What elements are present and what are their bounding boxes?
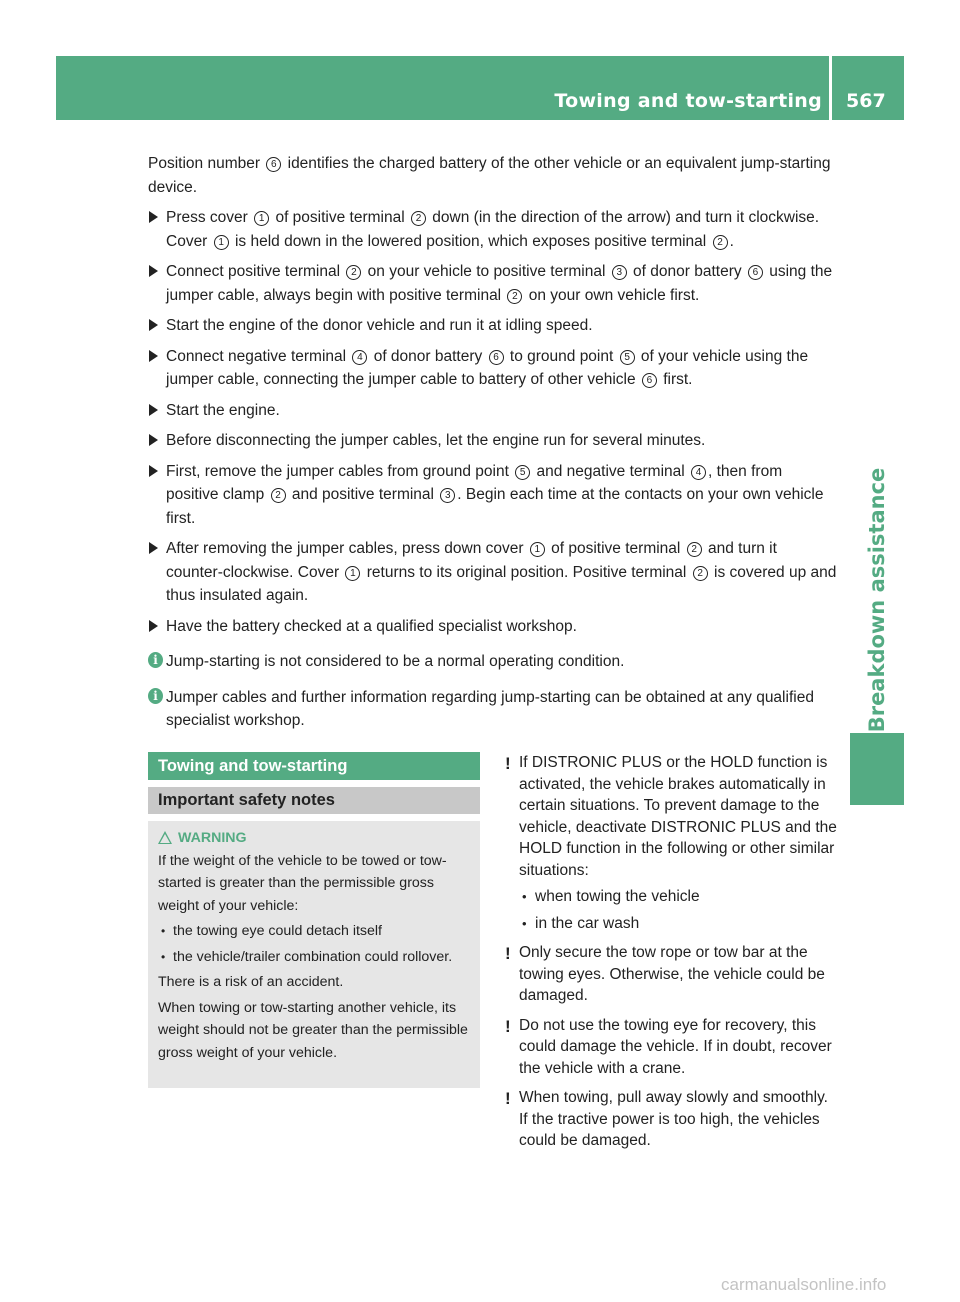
step-item: After removing the jumper cables, press down cover 1 of positive terminal 2 and turn it counter-clockwise. Cover 1 returns to its original position. Positive terminal 2 is covered up and thus insulated again.	[148, 537, 838, 608]
main-content	[148, 152, 838, 733]
exclamation-icon: !	[505, 1016, 511, 1036]
warning-box	[148, 821, 480, 1088]
caution-note: ! When towing, pull away slowly and smoothly. If the tractive power is too high, the vehicles could be damaged.	[505, 1089, 828, 1149]
position-marker: 5	[620, 350, 635, 365]
exclamation-icon: !	[505, 944, 511, 963]
step-arrow-icon	[149, 465, 158, 477]
warning-risk: There is a risk of an accident.	[158, 974, 344, 990]
position-marker: 2	[693, 566, 708, 581]
warning-bullet: • the towing eye could detach itself	[158, 920, 472, 943]
step-item: Before disconnecting the jumper cables, let the engine run for several minutes.	[148, 429, 838, 453]
position-marker: 6	[489, 350, 504, 365]
position-marker: 2	[271, 488, 286, 503]
position-marker: 2	[507, 289, 522, 304]
position-marker: 4	[691, 465, 706, 480]
position-marker: 2	[346, 265, 361, 280]
step-item: Start the engine of the donor vehicle and run it at idling speed.	[148, 314, 838, 338]
chapter-tab	[850, 733, 904, 805]
position-marker: 5	[515, 465, 530, 480]
note-bullet: • in the car wash	[519, 913, 839, 935]
step-arrow-icon	[149, 350, 158, 362]
header-separator	[829, 56, 832, 120]
step-arrow-icon	[149, 404, 158, 416]
position-marker: 1	[530, 542, 545, 557]
position-marker: 1	[214, 235, 229, 250]
position-marker: 6	[642, 373, 657, 388]
bullet-icon: •	[161, 924, 166, 938]
position-marker: 6	[748, 265, 763, 280]
step-item: Connect positive terminal 2 on your vehicle to positive terminal 3 of donor battery 6 using the jumper cable, always begin with positive terminal 2 on your own vehicle first.	[148, 260, 838, 307]
step-arrow-icon	[149, 542, 158, 554]
subsection-heading: Important safety notes	[148, 787, 480, 814]
step-item: Have the battery checked at a qualified specialist workshop.	[148, 615, 838, 639]
position-marker: 1	[345, 566, 360, 581]
step-arrow-icon	[149, 434, 158, 446]
notes-column	[505, 752, 839, 1160]
position-marker: 3	[612, 265, 627, 280]
note-bullet: • when towing the vehicle	[519, 886, 839, 908]
section-heading: Towing and tow-starting	[148, 752, 480, 780]
step-arrow-icon	[149, 211, 158, 223]
bullet-icon: •	[522, 915, 527, 931]
warning-heading: WARNING	[158, 827, 472, 850]
step-item: Press cover 1 of positive terminal 2 down (in the direction of the arrow) and turn it clockwise. Cover 1 is held down in the lowered position, which exposes positive terminal 2 .	[148, 206, 838, 253]
step-arrow-icon	[149, 265, 158, 277]
info-note: i Jumper cables and further information regarding jump-starting can be obtained at any qualified specialist workshop.	[148, 686, 838, 733]
watermark: carmanualsonline.info	[721, 1275, 887, 1294]
step-arrow-icon	[149, 620, 158, 632]
exclamation-icon: !	[505, 754, 511, 773]
intro-paragraph: Position number 6 identifies the charged battery of the other vehicle or an equivalent jump-starting device.	[148, 155, 831, 196]
position-marker: 1	[254, 211, 269, 226]
info-icon: i	[148, 688, 163, 704]
page-title: Towing and tow-starting	[554, 90, 822, 112]
warning-bullet: • the vehicle/trailer combination could rollover.	[158, 946, 472, 969]
step-item: Connect negative terminal 4 of donor battery 6 to ground point 5 of your vehicle using the jumper cable, connecting the jumper cable to battery of other vehicle 6 first.	[148, 345, 838, 392]
bullet-icon: •	[522, 889, 527, 904]
caution-note: ! Do not use the towing eye for recovery, this could damage the vehicle. If in doubt, recover the vehicle with a crane.	[505, 1016, 832, 1077]
info-icon: i	[148, 652, 163, 668]
caution-note: ! Only secure the tow rope or tow bar at the towing eyes. Otherwise, the vehicle could be damaged.	[505, 944, 825, 1004]
bullet-icon: •	[161, 949, 166, 964]
position-marker: 2	[687, 542, 702, 557]
caution-note: ! If DISTRONIC PLUS or the HOLD function is activated, the vehicle brakes automatically in certain situations. To prevent damage to the vehicle, deactivate DISTRONIC PLUS and the HOLD function in the following or other similar situations: • when towing the vehicle • in the car wash	[505, 752, 839, 934]
position-marker: 3	[440, 488, 455, 503]
position-marker: 6	[266, 157, 281, 172]
step-item: Start the engine.	[148, 399, 838, 423]
step-item: First, remove the jumper cables from ground point 5 and negative terminal 4 , then from positive clamp 2 and positive terminal 3 . Begin each time at the contacts on your own vehicle first.	[148, 460, 838, 531]
position-marker: 4	[352, 350, 367, 365]
position-marker: 2	[713, 235, 728, 250]
chapter-label: Breakdown assistance	[865, 467, 889, 733]
warning-text: When towing or tow-starting another vehicle, its weight should not be greater than the permissible gross weight of your vehicle.	[158, 999, 468, 1061]
position-marker: 2	[411, 211, 426, 226]
warning-text: If the weight of the vehicle to be towed or tow-started is greater than the permissible gross weight of your vehicle:	[158, 852, 447, 914]
step-arrow-icon	[149, 319, 158, 331]
info-note: i Jump-starting is not considered to be a normal operating condition.	[148, 650, 838, 674]
page-number: 567	[846, 90, 886, 112]
warning-triangle-icon	[158, 831, 172, 844]
exclamation-icon: !	[505, 1089, 511, 1108]
